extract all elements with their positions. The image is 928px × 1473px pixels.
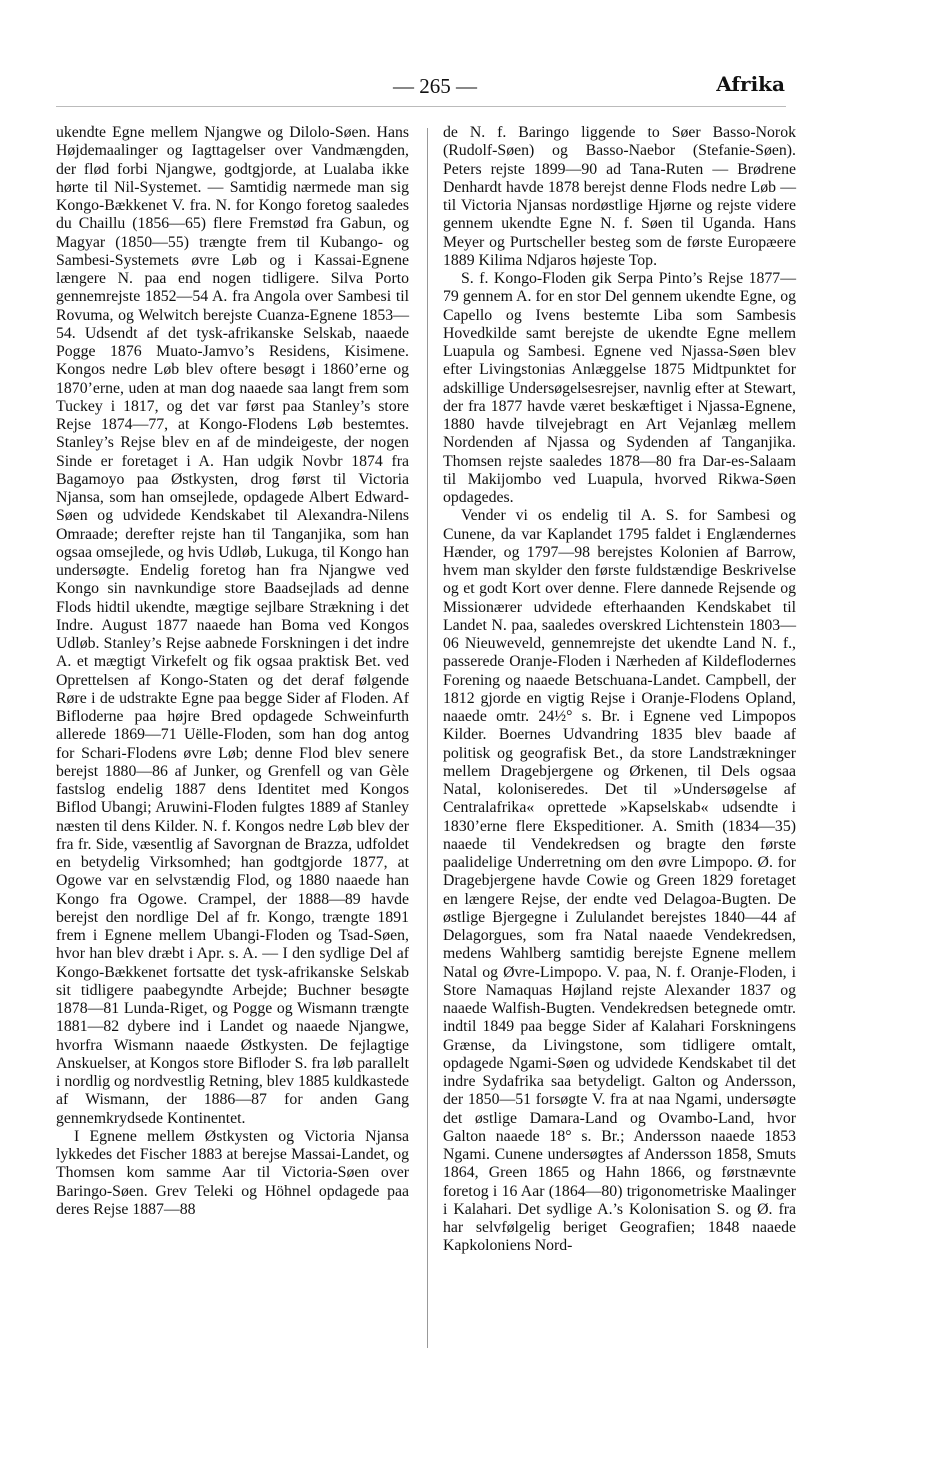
right-column — [443, 124, 796, 1256]
header-rule — [56, 106, 786, 107]
paragraph: de N. f. Baringo liggende to Søer Basso-Norok (Rudolf-Søen) og Basso-Naebor (Stefanie-Søen). Peters rejste 1899—90 ad Tana-Ruten — Brødrene Denhardt havde 1878 berejst denne Flods nedre Løb — til Victoria Njansas nordøstlige Hjørne og rejste videre gennem ukendte Egne N. f. Søen til Uganda. Hans Meyer og Purtscheller besteg som de første Europæere 1889 Kilima Ndjaros højeste Top. — [443, 124, 796, 269]
page-number: — 265 — — [393, 74, 477, 98]
section-title: Afrika — [716, 72, 785, 96]
page-header — [0, 70, 928, 104]
left-column — [56, 124, 409, 1219]
paragraph: ukendte Egne mellem Njangwe og Dilolo-Søen. Hans Højdemaalinger og Iagttagelser over Vandmængden, der flød forbi Njangwe, godtgjorde, at Lualaba ikke hørte til Nil-Systemet. — Samtidig nærmede man sig Kongo-Bækkenet V. fra. N. for Kongo foretog saaledes du Chaillu (1856—65) flere Fremstød fra Gabun, og Magyar (1850—55) trængte frem til Kubango- og Sambesi-Systemets øvre Løb og i Kassai-Egnene længere N. paa end nogen tidligere. Silva Porto gennemrejste 1852—54 A. fra Angola over Sambesi til Rovuma, og Welwitch berejste Cuanza-Egnene 1853—54. Udsendt af det tysk-afrikanske Selskab, naaede Pogge 1876 Muato-Jamvo’s Residens, Kisimene. Kongos nedre Løb blev oftere besøgt i 1860’erne og 1870’erne, uden at man dog naaede saa langt frem som Tuckey i 1817, og det var først paa Stanley’s store Rejse 1874—77, at Kongo-Flodens Løb bestemtes. Stanley’s Rejse blev en af de mindeigeste, der nogen Sinde er foretaget i A. Han udgik Novbr 1874 fra Bagamoyo paa Østkysten, drog først til Victoria Njansa, som han omsejlede, opdagede Albert Edward-Søen og udvidede Kendskabet til Alexandra-Nilens Omraade; derefter rejste han til Tanganjika, som han ogsaa omsejlede, og hvis Udløb, Lukuga, til Kongo han undersøgte. Endelig foretog han fra Njangwe ved Kongo sin navnkundige store Baadsejlads ad denne Flods hidtil ukendte, mægtige sejlbare Strækning i det Indre. August 1877 naaede han Boma ved Kongos Udløb. Stanley’s Rejse aabnede Forskningen i det indre A. et mægtigt Virkefelt og fik ogsaa praktisk Bet. ved Oprettelsen af Kongo-Staten og det deraf følgende Røre i de udstrakte Egne paa begge Sider af Floden. Af Bifloderne paa højre Bred opdagede Schweinfurth allerede 1869—71 Uëlle-Floden, som han dog antog for Schari-Flodens øvre Løb; denne Flod blev senere berejst 1880—86 af Junker, og Grenfell og van Gèle fastslog endelig 1887 dens Identitet med Kongos Biflod Ubangi; Aruwini-Floden fulgtes 1889 af Stanley næsten til dens Kilder. N. f. Kongos nedre Løb blev der fra fr. Side, væsentlig af Savorgnan de Brazza, udfoldet en betydelig Virksomhed; han godtgjorde 1877, at Ogowe var en selvstændig Flod, og 1880 naaede han Kongo fra Ogowe. Crampel, der 1888—89 havde berejst den nordlige Del af fr. Kongo, trængte 1891 frem i Egnene mellem Ubangi-Floden og Tsad-Søen, hvor han blev dræbt i Apr. s. A. — I den sydlige Del af Kongo-Bækkenet fortsatte det tysk-afrikanske Selskab sit tidligere paabegyndte Arbejde; Buchner besøgte 1878—81 Lunda-Riget, og Pogge og Wismann trængte 1881—82 dybere ind i Landet og naaede Njangwe, hvorfra Wismann naaede Østkysten. De fejlagtige Anskuelser, at Kongos store Bifloder S. fra løb parallelt i nordlig og nordvestlig Retning, blev 1885 kuldkastede af Wismann, der 1886—87 for anden Gang gennemkrydsede Kontinentet. — [56, 124, 409, 1127]
column-divider — [427, 128, 428, 1348]
paragraph: I Egnene mellem Østkysten og Victoria Njansa lykkedes det Fischer 1883 at berejse Massai-Landet, og Thomsen kom samme Aar til Victoria-Søen over Baringo-Søen. Grev Teleki og Höhnel opdagede paa deres Rejse 1887—88 — [56, 1127, 409, 1218]
paragraph: Vender vi os endelig til A. S. for Sambesi og Cunene, da var Kaplandet 1795 faldet i Englændernes Hænder, og 1797—98 berejstes Kolonien af Barrow, hvem man skylder den første fuldstændige Beskrivelse og et godt Kort over denne. Flere dannede Rejsende og Missionærer udvidede efterhaanden Kendskabet til Landet N. paa, saaledes overskred Lichtenstein 1803—06 Nieuweveld, gennemrejste det ukendte Land N. f., passerede Oranje-Floden i Nærheden af Kildeflodernes Forening og naaede Betschuana-Landet. Campbell, der 1812 gjorde en vigtig Rejse i Oranje-Flodens Opland, naaede omtr. 24½° s. Br. i Egnene ved Limpopos Kilder. Boernes Udvandring 1835 blev baade af politisk og geografisk Bet., da store Landstrækninger mellem Dragebjergene og Ørkenen, til Dels ogsaa Natal, koloniseredes. Det til »Undersøgelse af Centralafrika« oprettede »Kapselskab« udsendte i 1830’erne flere Ekspeditioner. A. Smith (1834—35) naaede til Vendekredsen og bragte den første paalidelige Underretning om den øvre Limpopo. Ø. for Dragebjergene havde Cowie og Green 1829 foretaget en længere Rejse, der endte ved Delagoa-Bugten. De østlige Bjergegne i Zululandet berejstes 1840—44 af Delagorgues, som fra Natal naaede Vendekredsen, medens Wahlberg samtidig berejste Egnene mellem Natal og Øvre-Limpopo. V. paa, N. f. Oranje-Floden, i Store Namaquas Højland rejste Alexander 1837 og naaede Walfish-Bugten. Vendekredsen betegnede omtr. indtil 1849 paa begge Sider af Kalahari Forskningens Grænse, da Livingstone, som tidligere omtalt, opdagede Ngami-Søen og udvidede Kendskabet til det indre Sydafrika saa betydeligt. Galton og Andersson, der 1850—51 forsøgte V. fra at naa Ngami, undersøgte det østlige Damara-Land og Ovambo-Land, hvor Galton naaede 18° s. Br.; Andersson naaede 1853 Ngami. Cunene undersøgtes af Andersson 1858, Smuts 1864, Green 1865 og Hahn 1866, og førstnævnte foretog i 16 Aar (1864—80) trigonometriske Maalinger i Kalahari. Det sydlige A.’s Kolonisation S. og Ø. fra har selvfølgelig beriget Geografien; 1848 naaede Kapkoloniens Nord- — [443, 507, 796, 1255]
paragraph: S. f. Kongo-Floden gik Serpa Pinto’s Rejse 1877—79 gennem A. for en stor Del gennem ukendte Egne, og Capello og Ivens bestemte Liba som Sambesis Hovedkilde samt berejste de ukendte Egne mellem Luapula og Sambesi. Egnene ved Njassa-Søen blev efter Livingstonias Anlæggelse 1875 Midtpunktet for adskillige Undersøgelsesrejser, navnlig efter at Stewart, der fra 1877 havde været beskæftiget i Njassa-Egnene, 1880 havde tilvejebragt en Art Vejanlæg mellem Nordenden af Njassa og Sydenden af Tanganjika. Thomsen rejste saaledes 1878—80 fra Dar-es-Salaam til Makijombo ved Luapula, hvorved Rikwa-Søen opdagedes. — [443, 270, 796, 506]
